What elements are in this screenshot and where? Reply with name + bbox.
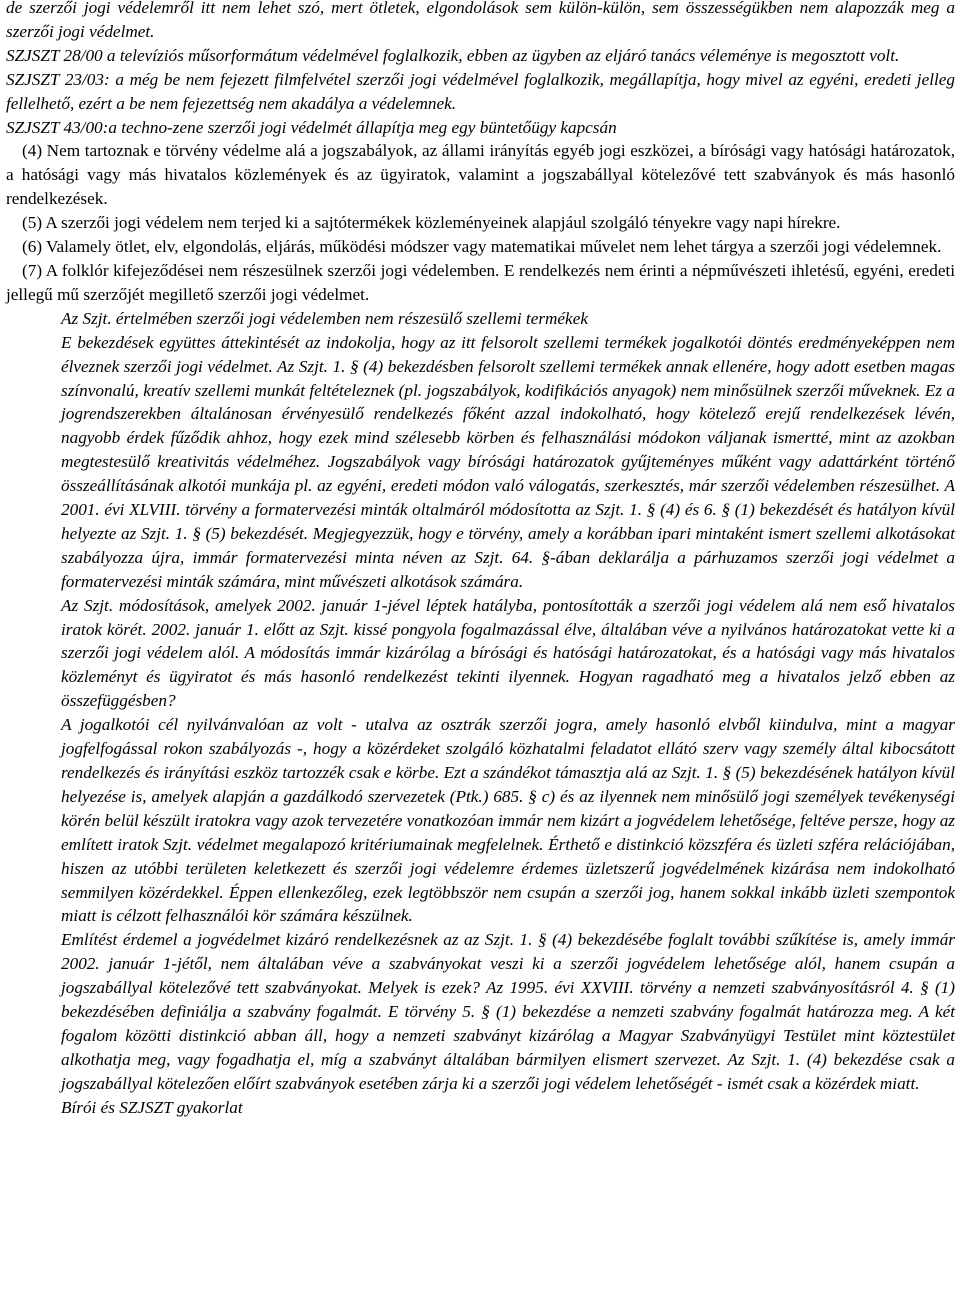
commentary-heading: Az Szjt. értelmében szerzői jogi védelemben nem részesülő szellemi termékek [61,308,588,328]
commentary-paragraph-1: E bekezdések együttes áttekintését az indokolja, hogy az itt felsorolt szellemi termékek jogalkotói döntés eredményeképpen nem élveznek szerzői jogi védelmet. Az Szjt. 1. § (4) bekezdésben felsorolt szellemi termékek annak ellenére, hogy adott esetben magas színvonalú, kreatív szellemi munkát feltételeznek (pl. jogszabályok, kodifikációs anyagok) nem minősülnek szerzői műveknek. Ez a jogrendszerekben általánosan érvényesülő rendelkezés főként azzal indokolható, hogy kötelező erejű rendelkezések lévén, nagyobb érdek fűződik ahhoz, hogy ezek mind szélesebb körben és felhasználási módokon váljanak ismertté, mint az azokban megtestesülő kreativitás védelméhez. Jogszabályok vagy bírósági határozatok gyűjteményes műként vagy adattárként történő összeállításának alkotói munkája pl. az egyéni, eredeti módon való válogatás, szerkesztés, már szerzői védelemben részesülhet. A 2001. évi XLVIII. törvény a formatervezési minták oltalmáról módosította az Szjt. 1. § (4) és 6. § (1) bekezdését és hatályon kívül helyezte az Szjt. 1. § (5) bekezdését. Megjegyezzük, hogy e törvény, amely a korábban ipari mintaként ismert szellemi alkotásokat szabályozza újra, immár formatervezési minta néven az Szjt. 64. §-ában deklarálja a párhuzamos szerzői jogi védelmet a formatervezési minták számára, mint művészeti alkotások számára. [61,332,955,591]
commentary-paragraph-2: Az Szjt. módosítások, amelyek 2002. január 1-jével léptek hatályba, pontosították a szerzői jogi védelem alá nem eső hivatalos iratok körét. 2002. január 1. előtt az Szjt. kissé pongyola fogalmazással élve, általában véve a nyilvános határozatokat vette ki a szerzői jogi védelem alól. A módosítás immár kizárólag a bírósági és hatósági határozatokat, és a hatósági vagy más hivatalos közleményt és ügyiratot és más hasonló rendelkezést tekinti ilyennek. Hogyan ragadható meg a hivatalos jelző ebben az összefüggésben? [61,595,955,711]
commentary-section [6,307,955,1120]
statute-paragraph-7: (7) A folklór kifejeződései nem részesülnek szerzői jogi védelemben. E rendelkezés nem érinti a népművészeti ihletésű, egyéni, eredeti jellegű mű szerzőjét megillető szerzői jogi védelmet. [6,260,955,304]
case-law-heading: Bírói és SZJSZT gyakorlat [61,1097,243,1117]
statute-paragraph-4: (4) Nem tartoznak e törvény védelme alá a jogszabályok, az állami irányítás egyéb jogi eszközei, a bírósági vagy hatósági határozatok, a hatósági vagy más hivatalos közlemények és az ügyiratok, valamint a jogszabállyal kötelezővé tett szabványok és más hasonló rendelkezések. [6,141,955,209]
statute-paragraph-5: (5) A szerzői jogi védelem nem terjed ki a sajtótermékek közleményeinek alapjául szolgáló tényekre vagy napi hírekre. [22,213,841,233]
commentary-paragraph-3: A jogalkotói cél nyilvánvalóan az volt - utalva az osztrák szerzői jogra, amely hasonló elvből kiindulva, mint a magyar jogfelfogással rokon szabályozás -, hogy a közérdeket szolgáló közhatalmi feladatot ellátó szerv vagy személy által kibocsátott rendelkezés és irányítási eszköz tartozzék csak e körbe. Ezt a szándékot támasztja alá az Szjt. 1. § (5) bekezdésének hatályon kívül helyezése is, amelyek alapján a gazdálkodó szervezetek (Ptk.) 685. § c) és az ilyennek nem minősülő jogi személyek tevékenységi körén belül készült iratokra vagy azok tervezetére vonatkozóan immár nem kizárt a jogvédelem lehetősége, feltéve persze, hogy az említett iratok Szjt. védelmet megalapozó kritériumainak megfelelnek. Érthető e distinkció közszféra és üzleti szféra relációjában, hiszen az utóbbi területen keletkezett és szerzői jogi védelemre érdemes üzletszerű jogvédelmének kizárása nem indokolható semmilyen közérdekkel. Éppen ellenkezőleg, ezek legtöbbször nem csupán a szerzői jog, hanem sokkal inkább üzleti szempontok miatt is célzott felhasználói kör számára készülnek. [61,715,955,926]
document-page [6,0,955,1120]
intro-paragraph-szjszt-43-00: SZJSZT 43/00:a techno-zene szerzői jogi védelmét állapítja meg egy büntetőügy kapcsán [6,117,617,137]
italic-intro-section [6,0,955,139]
statute-paragraph-6: (6) Valamely ötlet, elv, elgondolás, eljárás, működési módszer vagy matematikai művelet nem lehet tárgya a szerzői jogi védelemnek. [22,237,942,257]
commentary-paragraph-4: Említést érdemel a jogvédelmet kizáró rendelkezésnek az az Szjt. 1. § (4) bekezdésébe foglalt további szűkítése is, amely immár 2002. január 1-jétől, nem általában véve a szabványokat veszi ki a szerzői jogvédelem lehetősége alól, hanem csupán a jogszabállyal kötelezővé tett szabványokat. Melyek is ezek? Az 1995. évi XXVIII. törvény a nemzeti szabványosításról 4. § (1) bekezdésében definiálja a szabvány fogalmát. E törvény 5. § (1) bekezdése a nemzeti szabvány fogalmát határozza meg. A két fogalom közötti distinkció abban áll, hogy a nemzeti szabványt kizárólag a Magyar Szabványügyi Testület mint köztestület alkothatja meg, vagy fogadhatja el, míg a szabványt általában bármilyen elismert szervezet. Az Szjt. 1. (4) bekezdése csak a jogszabállyal kötelezően előírt szabványok esetében zárja ki a szerzői jogi védelem lehetőségét - ismét csak a közérdek miatt. [61,930,955,1093]
intro-paragraph-szjszt-23-03: SZJSZT 23/03: a még be nem fejezett filmfelvétel szerzői jogi védelmével foglalkozik, megállapítja, hogy mivel az egyéni, eredeti jelleg fellelhető, ezért a be nem fejezettség nem akadálya a védelemnek. [6,69,955,113]
statute-section [6,139,955,306]
intro-paragraph-szjszt-28-00: SZJSZT 28/00 a televíziós műsorformátum védelmével foglalkozik, ebben az ügyben az eljáró tanács véleménye is megosztott volt. [6,45,900,65]
intro-paragraph-1: de szerzői jogi védelemről itt nem lehet szó, mert ötletek, elgondolások sem külön-külön, sem összességükben nem alapozzák meg a szerzői jogi védelmet. [6,0,955,41]
